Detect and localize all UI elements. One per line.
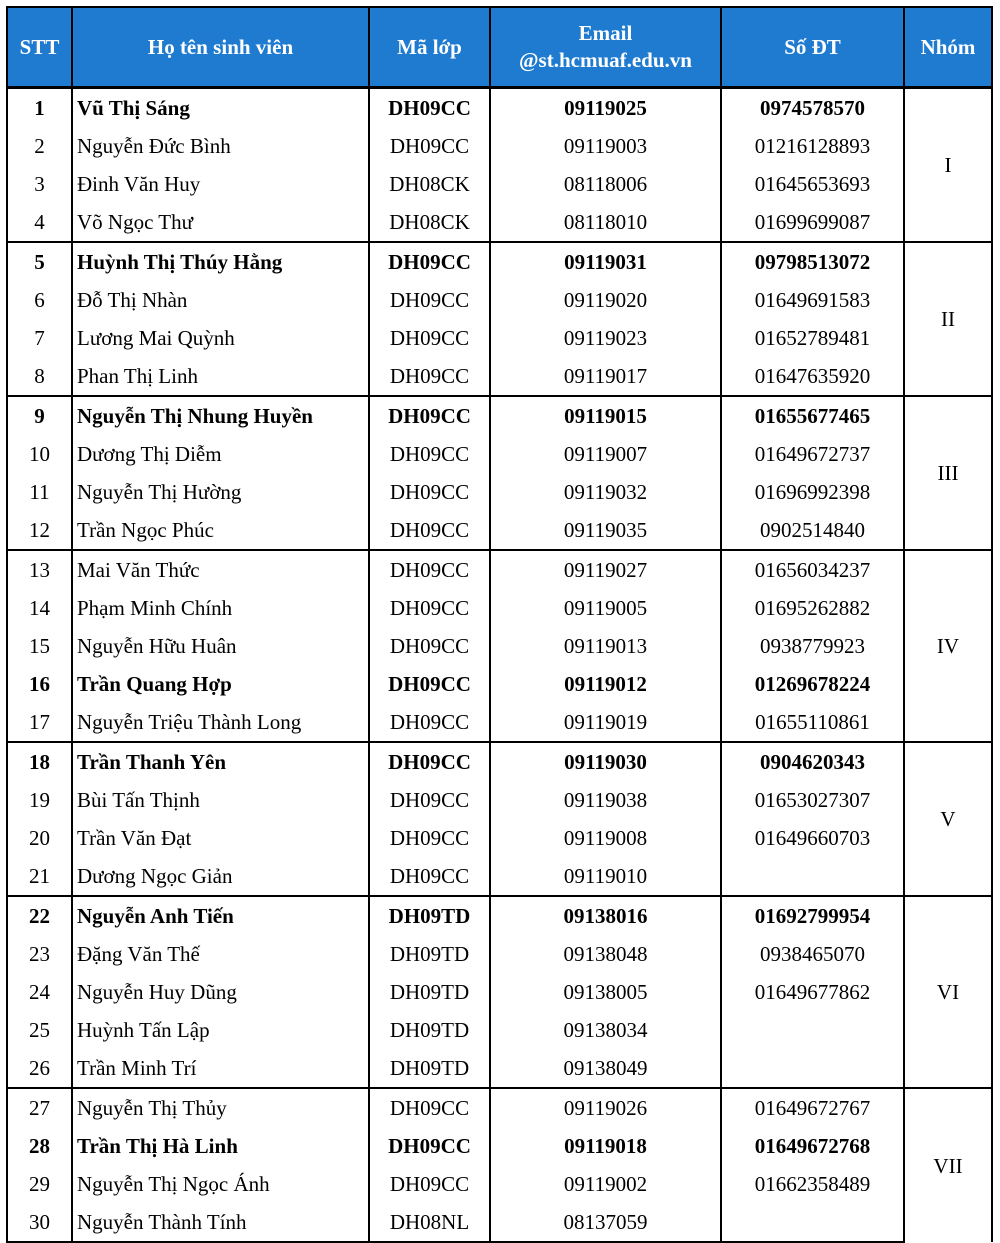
cell-group: VI [904,896,992,1088]
cell-class: DH09CC [369,511,490,550]
cell-name: Nguyễn Đức Bình [72,127,369,165]
cell-phone [721,1011,904,1049]
cell-email-id: 09119018 [490,1127,721,1165]
cell-group: V [904,742,992,896]
cell-name: Bùi Tấn Thịnh [72,781,369,819]
cell-class: DH08CK [369,165,490,203]
table-row [7,473,992,511]
cell-stt: 23 [7,935,72,973]
cell-email-id: 09119027 [490,550,721,589]
cell-class: DH09CC [369,742,490,781]
table-row [7,857,992,896]
header-group: Nhóm [904,7,992,88]
table-row [7,319,992,357]
cell-phone: 01695262882 [721,589,904,627]
cell-phone: 0974578570 [721,88,904,128]
cell-email-id: 09119003 [490,127,721,165]
cell-phone: 01696992398 [721,473,904,511]
cell-email-id: 09119019 [490,703,721,742]
cell-phone: 0902514840 [721,511,904,550]
header-name: Họ tên sinh viên [72,7,369,88]
cell-class: DH09CC [369,242,490,281]
cell-email-id: 09119031 [490,242,721,281]
cell-name: Trần Thị Hà Linh [72,1127,369,1165]
cell-name: Đỗ Thị Nhàn [72,281,369,319]
header-stt: STT [7,7,72,88]
cell-stt: 29 [7,1165,72,1203]
cell-stt: 11 [7,473,72,511]
cell-phone: 01649672737 [721,435,904,473]
cell-email-id: 09119038 [490,781,721,819]
cell-phone: 01649691583 [721,281,904,319]
cell-email-id: 09138034 [490,1011,721,1049]
cell-email-id: 09119025 [490,88,721,128]
cell-class: DH09CC [369,435,490,473]
cell-email-id: 09119002 [490,1165,721,1203]
cell-stt: 9 [7,396,72,435]
cell-class: DH09CC [369,127,490,165]
cell-email-id: 08118006 [490,165,721,203]
cell-email-id: 09138048 [490,935,721,973]
cell-group: III [904,396,992,550]
table-row [7,1049,992,1088]
cell-stt: 4 [7,203,72,242]
cell-name: Võ Ngọc Thư [72,203,369,242]
cell-name: Lương Mai Quỳnh [72,319,369,357]
table-row [7,1127,992,1165]
cell-email-id: 09119032 [490,473,721,511]
cell-phone: 0938465070 [721,935,904,973]
cell-stt: 8 [7,357,72,396]
table-row [7,127,992,165]
cell-stt: 15 [7,627,72,665]
table-row [7,973,992,1011]
cell-name: Nguyễn Hữu Huân [72,627,369,665]
cell-phone: 01653027307 [721,781,904,819]
table-row [7,819,992,857]
cell-phone: 01645653693 [721,165,904,203]
cell-class: DH09CC [369,589,490,627]
cell-stt: 5 [7,242,72,281]
cell-name: Trần Quang Hợp [72,665,369,703]
cell-class: DH09TD [369,935,490,973]
cell-phone: 01647635920 [721,357,904,396]
cell-name: Trần Văn Đạt [72,819,369,857]
cell-email-id: 09119013 [490,627,721,665]
cell-phone [721,1203,904,1242]
header-class: Mã lớp [369,7,490,88]
cell-stt: 30 [7,1203,72,1242]
cell-class: DH09TD [369,1049,490,1088]
cell-email-id: 09119023 [490,319,721,357]
cell-email-id: 09119012 [490,665,721,703]
cell-class: DH09CC [369,396,490,435]
table-row [7,1011,992,1049]
cell-name: Mai Văn Thức [72,550,369,589]
table-row [7,1088,992,1127]
student-group-table [6,6,993,1243]
cell-class: DH09CC [369,1127,490,1165]
table-row [7,1203,992,1242]
cell-name: Nguyễn Thị Thủy [72,1088,369,1127]
cell-email-id: 09119035 [490,511,721,550]
table-row [7,435,992,473]
cell-stt: 26 [7,1049,72,1088]
cell-email-id: 09138049 [490,1049,721,1088]
table-row [7,281,992,319]
cell-class: DH09CC [369,781,490,819]
cell-name: Đinh Văn Huy [72,165,369,203]
table-body [7,88,992,1243]
cell-phone: 01699699087 [721,203,904,242]
cell-name: Trần Thanh Yên [72,742,369,781]
cell-group: VII [904,1088,992,1242]
cell-phone: 0938779923 [721,627,904,665]
cell-class: DH09CC [369,319,490,357]
cell-stt: 12 [7,511,72,550]
cell-group: IV [904,550,992,742]
cell-class: DH09CC [369,473,490,511]
cell-group: I [904,88,992,243]
cell-name: Trần Ngọc Phúc [72,511,369,550]
cell-stt: 20 [7,819,72,857]
cell-phone: 01649672767 [721,1088,904,1127]
cell-email-id: 08137059 [490,1203,721,1242]
cell-class: DH09CC [369,857,490,896]
cell-email-id: 09119017 [490,357,721,396]
cell-phone: 01652789481 [721,319,904,357]
cell-phone: 01655110861 [721,703,904,742]
table-row [7,665,992,703]
cell-email-id: 09119026 [490,1088,721,1127]
header-email-line1: Email [578,21,633,45]
cell-stt: 25 [7,1011,72,1049]
cell-stt: 24 [7,973,72,1011]
cell-class: DH09CC [369,665,490,703]
cell-class: DH09TD [369,973,490,1011]
header-email-line2: @st.hcmuaf.edu.vn [519,48,692,72]
table-row [7,203,992,242]
cell-name: Nguyễn Anh Tiến [72,896,369,935]
cell-phone [721,857,904,896]
cell-name: Nguyễn Thị Hường [72,473,369,511]
cell-class: DH09CC [369,819,490,857]
cell-class: DH09TD [369,1011,490,1049]
cell-stt: 1 [7,88,72,128]
table-row [7,896,992,935]
cell-phone: 01269678224 [721,665,904,703]
cell-name: Đặng Văn Thế [72,935,369,973]
cell-email-id: 09138005 [490,973,721,1011]
cell-name: Huỳnh Thị Thúy Hằng [72,242,369,281]
table-row [7,511,992,550]
cell-class: DH09CC [369,1088,490,1127]
cell-stt: 21 [7,857,72,896]
cell-class: DH09CC [369,627,490,665]
cell-name: Phạm Minh Chính [72,589,369,627]
cell-stt: 14 [7,589,72,627]
table-row [7,781,992,819]
table-row [7,357,992,396]
cell-stt: 16 [7,665,72,703]
cell-email-id: 09119015 [490,396,721,435]
cell-stt: 27 [7,1088,72,1127]
cell-email-id: 09119008 [490,819,721,857]
cell-email-id: 09119010 [490,857,721,896]
cell-stt: 13 [7,550,72,589]
cell-phone: 01662358489 [721,1165,904,1203]
cell-stt: 19 [7,781,72,819]
cell-name: Nguyễn Huy Dũng [72,973,369,1011]
table-row [7,1165,992,1203]
cell-email-id: 09119005 [490,589,721,627]
cell-class: DH09CC [369,1165,490,1203]
cell-phone: 01649672768 [721,1127,904,1165]
header-email [490,7,721,88]
cell-email-id: 08118010 [490,203,721,242]
cell-phone: 01649677862 [721,973,904,1011]
cell-class: DH08NL [369,1203,490,1242]
table-row [7,589,992,627]
cell-phone: 01656034237 [721,550,904,589]
cell-class: DH09CC [369,88,490,128]
header-phone: Số ĐT [721,7,904,88]
cell-name: Phan Thị Linh [72,357,369,396]
cell-stt: 22 [7,896,72,935]
header-row [7,7,992,88]
cell-class: DH09CC [369,281,490,319]
cell-phone: 01692799954 [721,896,904,935]
cell-name: Trần Minh Trí [72,1049,369,1088]
cell-stt: 17 [7,703,72,742]
cell-name: Dương Ngọc Giản [72,857,369,896]
cell-phone: 0904620343 [721,742,904,781]
table-row [7,165,992,203]
cell-group: II [904,242,992,396]
table-row [7,935,992,973]
cell-email-id: 09119030 [490,742,721,781]
cell-phone: 09798513072 [721,242,904,281]
table-row [7,742,992,781]
cell-class: DH08CK [369,203,490,242]
cell-stt: 18 [7,742,72,781]
cell-name: Vũ Thị Sáng [72,88,369,128]
table-row [7,550,992,589]
cell-name: Nguyễn Triệu Thành Long [72,703,369,742]
cell-stt: 10 [7,435,72,473]
cell-phone [721,1049,904,1088]
cell-name: Nguyễn Thành Tính [72,1203,369,1242]
cell-class: DH09CC [369,550,490,589]
cell-class: DH09TD [369,896,490,935]
cell-name: Dương Thị Diễm [72,435,369,473]
cell-class: DH09CC [369,703,490,742]
cell-name: Nguyễn Thị Nhung Huyền [72,396,369,435]
table-row [7,88,992,128]
cell-email-id: 09119007 [490,435,721,473]
cell-name: Huỳnh Tấn Lập [72,1011,369,1049]
cell-phone: 01216128893 [721,127,904,165]
table-row [7,242,992,281]
cell-stt: 6 [7,281,72,319]
cell-email-id: 09119020 [490,281,721,319]
cell-stt: 2 [7,127,72,165]
table-row [7,703,992,742]
table-row [7,396,992,435]
table-header [7,7,992,88]
cell-name: Nguyễn Thị Ngọc Ánh [72,1165,369,1203]
cell-email-id: 09138016 [490,896,721,935]
cell-class: DH09CC [369,357,490,396]
cell-stt: 3 [7,165,72,203]
cell-phone: 01649660703 [721,819,904,857]
cell-phone: 01655677465 [721,396,904,435]
cell-stt: 28 [7,1127,72,1165]
cell-stt: 7 [7,319,72,357]
table-row [7,627,992,665]
